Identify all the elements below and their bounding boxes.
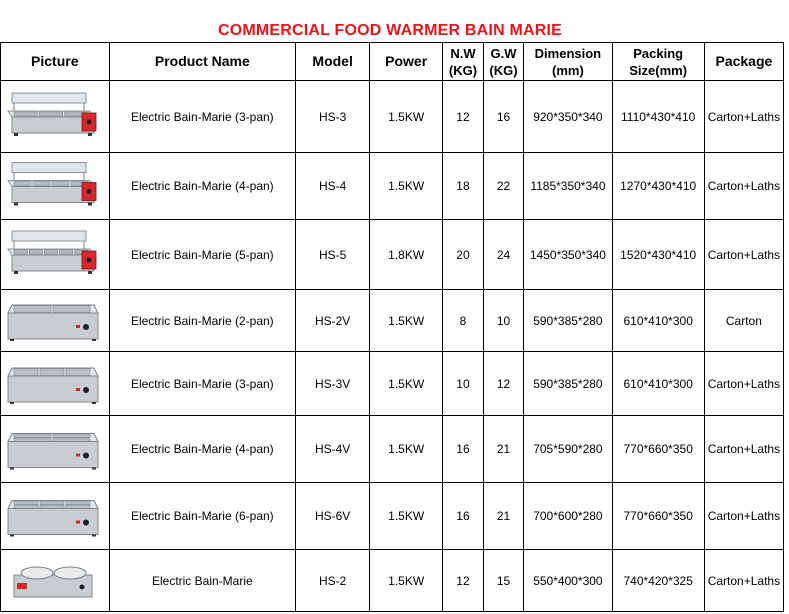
power-cell: 1.5KW [370, 483, 443, 550]
net-weight-cell: 12 [443, 81, 484, 153]
power-cell: 1.5KW [370, 81, 443, 153]
package-cell: Carton [704, 290, 783, 352]
power-cell: 1.5KW [370, 290, 443, 352]
power-cell: 1.5KW [370, 153, 443, 220]
header-package: Package [704, 43, 783, 81]
product-picture [1, 153, 110, 220]
package-cell: Carton+Laths [704, 550, 783, 612]
product-picture [1, 220, 110, 290]
page-title: COMMERCIAL FOOD WARMER BAIN MARIE [217, 22, 563, 39]
table-row [1, 352, 784, 416]
net-weight-cell: 20 [443, 220, 484, 290]
model-cell: HS-4 [296, 153, 370, 220]
bain-marie-with-glass-shield-3-pan-image [2, 81, 107, 149]
product-name-cell: Electric Bain-Marie [109, 550, 296, 612]
product-name-cell: Electric Bain-Marie (2-pan) [109, 290, 296, 352]
header-dimension [524, 43, 612, 81]
product-name-cell: Electric Bain-Marie (3-pan) [109, 81, 296, 153]
table-row [1, 220, 784, 290]
packing-size-cell: 610*410*300 [612, 352, 704, 416]
header-power: Power [370, 43, 443, 81]
net-weight-cell: 18 [443, 153, 484, 220]
packing-size-cell: 610*410*300 [612, 290, 704, 352]
product-picture [1, 352, 110, 416]
header-net-weight [443, 43, 484, 81]
header-row [1, 43, 784, 81]
header-packing-label: Packing [633, 45, 684, 61]
packing-size-cell: 770*660*350 [612, 483, 704, 550]
product-picture [1, 550, 110, 612]
product-picture [1, 81, 110, 153]
dimension-cell: 590*385*280 [524, 352, 612, 416]
table-row [1, 483, 784, 550]
product-name-cell: Electric Bain-Marie (5-pan) [109, 220, 296, 290]
power-cell: 1.5KW [370, 352, 443, 416]
product-name-cell: Electric Bain-Marie (4-pan) [109, 153, 296, 220]
product-picture [1, 483, 110, 550]
package-cell: Carton+Laths [704, 416, 783, 483]
round-pot-bain-marie-image [2, 550, 107, 608]
model-cell: HS-2 [296, 550, 370, 612]
table-row [1, 550, 784, 612]
product-table [0, 42, 784, 612]
packing-size-cell: 1110*430*410 [612, 81, 704, 153]
dimension-cell: 705*590*280 [524, 416, 612, 483]
dimension-cell: 1450*350*340 [524, 220, 612, 290]
header-picture: Picture [1, 43, 110, 81]
net-weight-cell: 8 [443, 290, 484, 352]
header-dimension-label: Dimension [534, 45, 602, 61]
power-cell: 1.5KW [370, 416, 443, 483]
header-gross-weight-unit: (KG) [489, 62, 518, 78]
net-weight-cell: 16 [443, 416, 484, 483]
packing-size-cell: 740*420*325 [612, 550, 704, 612]
table-row [1, 416, 784, 483]
model-cell: HS-4V [296, 416, 370, 483]
dimension-cell: 700*600*280 [524, 483, 612, 550]
header-product-name: Product Name [109, 43, 296, 81]
model-cell: HS-6V [296, 483, 370, 550]
package-cell: Carton+Laths [704, 220, 783, 290]
table-row [1, 153, 784, 220]
packing-size-cell: 1270*430*410 [612, 153, 704, 220]
model-cell: HS-2V [296, 290, 370, 352]
bain-marie-with-glass-shield-5-pan-image [2, 220, 107, 286]
dimension-cell: 1185*350*340 [524, 153, 612, 220]
countertop-bain-marie-3-pan-image [2, 352, 107, 412]
gross-weight-cell: 21 [483, 483, 524, 550]
net-weight-cell: 12 [443, 550, 484, 612]
packing-size-cell: 770*660*350 [612, 416, 704, 483]
header-model: Model [296, 43, 370, 81]
header-dimension-unit: (mm) [552, 62, 584, 78]
countertop-bain-marie-6-pan-image [2, 483, 107, 546]
countertop-bain-marie-4-pan-image [2, 416, 107, 479]
gross-weight-cell: 16 [483, 81, 524, 153]
package-cell: Carton+Laths [704, 81, 783, 153]
power-cell: 1.5KW [370, 550, 443, 612]
bain-marie-with-glass-shield-4-pan-image [2, 153, 107, 216]
power-cell: 1.8KW [370, 220, 443, 290]
product-name-cell: Electric Bain-Marie (6-pan) [109, 483, 296, 550]
product-name-cell: Electric Bain-Marie (3-pan) [109, 352, 296, 416]
package-cell: Carton+Laths [704, 352, 783, 416]
header-gross-weight-label: G.W [490, 45, 517, 61]
table-row [1, 290, 784, 352]
product-name-cell: Electric Bain-Marie (4-pan) [109, 416, 296, 483]
package-cell: Carton+Laths [704, 483, 783, 550]
packing-size-cell: 1520*430*410 [612, 220, 704, 290]
header-packing-size [612, 43, 704, 81]
model-cell: HS-5 [296, 220, 370, 290]
countertop-bain-marie-2-pan-image [2, 290, 107, 348]
product-picture [1, 416, 110, 483]
gross-weight-cell: 24 [483, 220, 524, 290]
dimension-cell: 920*350*340 [524, 81, 612, 153]
gross-weight-cell: 22 [483, 153, 524, 220]
dimension-cell: 550*400*300 [524, 550, 612, 612]
gross-weight-cell: 12 [483, 352, 524, 416]
package-cell: Carton+Laths [704, 153, 783, 220]
header-gross-weight [483, 43, 524, 81]
net-weight-cell: 10 [443, 352, 484, 416]
gross-weight-cell: 21 [483, 416, 524, 483]
product-picture [1, 290, 110, 352]
model-cell: HS-3 [296, 81, 370, 153]
table-row [1, 81, 784, 153]
net-weight-cell: 16 [443, 483, 484, 550]
dimension-cell: 590*385*280 [524, 290, 612, 352]
header-packing-unit: Size(mm) [629, 62, 688, 78]
model-cell: HS-3V [296, 352, 370, 416]
gross-weight-cell: 10 [483, 290, 524, 352]
header-net-weight-unit: (KG) [448, 62, 478, 78]
header-net-weight-label: N.W [450, 45, 476, 61]
gross-weight-cell: 15 [483, 550, 524, 612]
